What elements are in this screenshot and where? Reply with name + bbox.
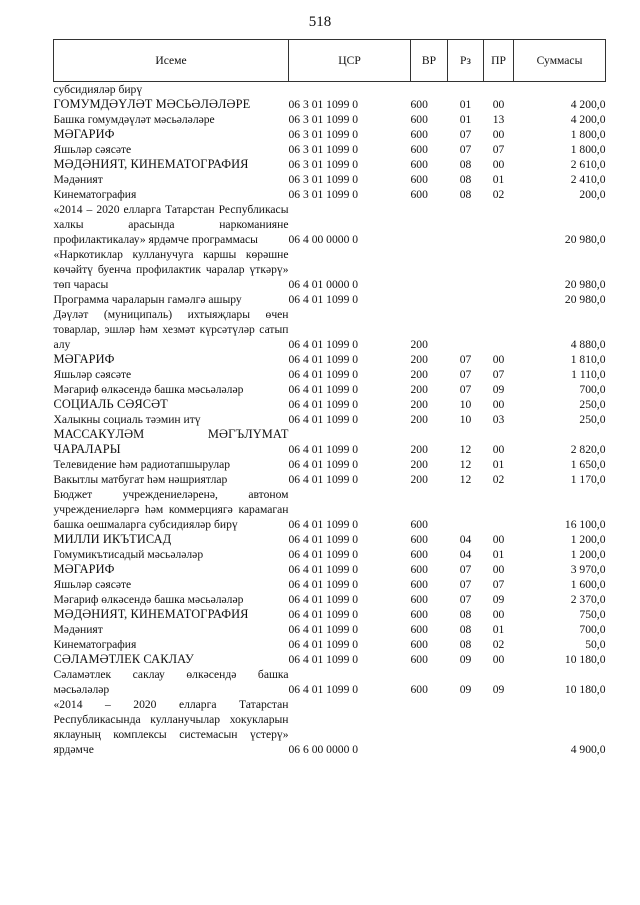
cell-name: «Наркотиклар кулланучуга каршы көрәшне көчәйтү буенча профилактик чаралар үткәрү» төп чарасы <box>53 248 289 291</box>
cell-vr: 200 <box>410 383 428 396</box>
cell-sum: 4 880,0 <box>570 338 606 351</box>
page-number: 518 <box>308 14 332 30</box>
cell-vr: 200 <box>410 443 428 456</box>
cell-name: Сәламәтлек саклау өлкәсендә башка мәсьәләләр <box>53 668 289 696</box>
cell-name: МӘДӘНИЯТ, КИНЕМАТОГРАФИЯ <box>53 607 249 621</box>
cell-pr: 00 <box>492 353 505 366</box>
cell-pr <box>484 292 514 307</box>
table-row <box>54 592 606 607</box>
cell-csr: 06 4 01 1099 0 <box>288 518 359 531</box>
cell-csr: 06 4 01 1099 0 <box>288 578 359 591</box>
table-row <box>54 637 606 652</box>
cell-name: Кинематография <box>53 638 137 651</box>
cell-name: МӘГАРИФ <box>53 562 115 576</box>
cell-csr: 06 3 01 1099 0 <box>288 188 359 201</box>
cell-csr: 06 3 01 1099 0 <box>288 143 359 156</box>
table-row <box>54 382 606 397</box>
cell-sum: 2 370,0 <box>570 593 606 606</box>
cell-sum: 1 600,0 <box>570 578 606 591</box>
cell-pr <box>484 307 514 352</box>
cell-sum: 2 610,0 <box>570 158 606 171</box>
cell-rz: 08 <box>459 638 472 651</box>
cell-csr: 06 4 01 1099 0 <box>288 638 359 651</box>
cell-vr: 600 <box>410 113 428 126</box>
cell-csr: 06 4 01 1099 0 <box>288 593 359 606</box>
cell-sum: 1 200,0 <box>570 548 606 561</box>
cell-name: Башка гомумдәүләт мәсьәләләре <box>53 113 215 126</box>
cell-rz: 07 <box>459 353 472 366</box>
cell-rz: 08 <box>459 158 472 171</box>
cell-name: МӘГАРИФ <box>53 352 115 366</box>
cell-csr <box>289 82 411 98</box>
cell-rz: 08 <box>459 608 472 621</box>
table-row <box>54 472 606 487</box>
cell-sum: 750,0 <box>579 608 606 621</box>
table-row <box>54 112 606 127</box>
cell-vr <box>411 202 448 247</box>
cell-rz: 07 <box>459 368 472 381</box>
cell-pr: 00 <box>492 443 505 456</box>
cell-vr: 200 <box>410 458 428 471</box>
cell-csr: 06 4 01 1099 0 <box>288 338 359 351</box>
cell-sum: 200,0 <box>579 188 606 201</box>
table-row <box>54 307 606 352</box>
budget-table <box>53 39 606 757</box>
cell-rz: 08 <box>459 623 472 636</box>
table-row <box>54 697 606 757</box>
cell-name: Программа чараларын гамәлгә ашыру <box>53 293 242 306</box>
cell-pr: 01 <box>492 173 505 186</box>
cell-sum: 1 200,0 <box>570 533 606 546</box>
table-row <box>54 487 606 532</box>
cell-name: МӘДӘНИЯТ, КИНЕМАТОГРАФИЯ <box>53 157 249 171</box>
header-name: Исеме <box>54 40 289 82</box>
cell-csr: 06 4 01 0000 0 <box>288 278 359 291</box>
cell-rz: 08 <box>459 173 472 186</box>
cell-pr: 07 <box>492 578 505 591</box>
cell-sum: 16 100,0 <box>564 518 606 531</box>
cell-rz <box>448 307 484 352</box>
cell-csr: 06 6 00 0000 0 <box>288 743 359 756</box>
cell-name: МИЛЛИ ИКЪТИСАД <box>53 532 172 546</box>
table-row <box>54 202 606 247</box>
table-row <box>54 562 606 577</box>
cell-rz: 12 <box>459 443 472 456</box>
cell-sum: 1 800,0 <box>570 143 606 156</box>
cell-pr: 01 <box>492 458 505 471</box>
cell-rz: 01 <box>459 98 472 111</box>
cell-vr: 600 <box>410 593 428 606</box>
cell-name: Дәүләт (муниципаль) ихтыяҗлары өчен товарлар, эшләр һәм хезмәт күрсәтүләр сатып алу <box>53 308 289 351</box>
cell-vr: 600 <box>410 143 428 156</box>
cell-rz: 07 <box>459 128 472 141</box>
table-row <box>54 622 606 637</box>
cell-vr: 200 <box>410 368 428 381</box>
cell-pr: 00 <box>492 158 505 171</box>
table-row <box>54 142 606 157</box>
table-row <box>54 127 606 142</box>
table-row <box>54 427 606 457</box>
cell-vr: 600 <box>410 608 428 621</box>
cell-rz <box>448 247 484 292</box>
cell-csr: 06 4 01 1099 0 <box>288 473 359 486</box>
cell-csr: 06 4 01 1099 0 <box>288 653 359 666</box>
cell-name: Халыкны социаль тәэмин итү <box>53 413 201 426</box>
cell-pr: 00 <box>492 608 505 621</box>
cell-vr: 600 <box>410 578 428 591</box>
cell-name: «2014 – 2020 елларга Татарстан Республикасы халкы арасында наркоманияне профилактикалау» ярдәмче программасы <box>53 203 289 246</box>
table-row <box>54 247 606 292</box>
cell-pr: 00 <box>492 563 505 576</box>
cell-vr: 600 <box>410 173 428 186</box>
cell-pr <box>484 82 514 98</box>
cell-name: Гомумикътисадый мәсьәләләр <box>53 548 204 561</box>
cell-sum: 20 980,0 <box>564 233 606 246</box>
header-rz: Рз <box>448 40 484 82</box>
cell-csr: 06 4 01 1099 0 <box>288 683 359 696</box>
cell-rz: 07 <box>459 578 472 591</box>
cell-vr <box>411 82 448 98</box>
cell-rz <box>448 202 484 247</box>
cell-pr: 01 <box>492 623 505 636</box>
cell-name: Кинематография <box>53 188 137 201</box>
cell-name: Телевидение һәм радиотапшырулар <box>53 458 231 471</box>
cell-pr: 02 <box>492 473 505 486</box>
cell-sum: 50,0 <box>585 638 606 651</box>
cell-pr <box>484 247 514 292</box>
table-header-row <box>54 40 606 82</box>
cell-rz: 04 <box>459 548 472 561</box>
cell-sum: 1 800,0 <box>570 128 606 141</box>
cell-vr: 200 <box>410 398 428 411</box>
table-row <box>54 367 606 382</box>
cell-csr: 06 3 01 1099 0 <box>288 128 359 141</box>
cell-pr: 09 <box>492 683 505 696</box>
cell-vr: 200 <box>410 413 428 426</box>
cell-name: субсидияләр бирү <box>53 83 143 96</box>
cell-sum: 250,0 <box>579 413 606 426</box>
table-row <box>54 547 606 562</box>
cell-pr: 00 <box>492 98 505 111</box>
cell-pr: 03 <box>492 413 505 426</box>
cell-vr: 600 <box>410 563 428 576</box>
cell-pr: 09 <box>492 593 505 606</box>
cell-vr: 600 <box>410 638 428 651</box>
cell-rz: 07 <box>459 383 472 396</box>
cell-rz: 07 <box>459 563 472 576</box>
cell-csr: 06 4 01 1099 0 <box>288 443 359 456</box>
cell-sum: 4 200,0 <box>570 113 606 126</box>
cell-pr: 02 <box>492 188 505 201</box>
cell-csr: 06 4 01 1099 0 <box>288 383 359 396</box>
cell-csr: 06 3 01 1099 0 <box>288 173 359 186</box>
cell-name: СОЦИАЛЬ СӘЯСӘТ <box>53 397 168 411</box>
cell-name: «2014 – 2020 елларга Татарстан Республикасында кулланучылар хокукларын яклауның комплексы системасын үстерү» ярдәмче <box>53 698 289 756</box>
table-row <box>54 532 606 547</box>
cell-rz: 04 <box>459 533 472 546</box>
cell-rz: 07 <box>459 143 472 156</box>
cell-vr: 200 <box>410 353 428 366</box>
cell-rz: 09 <box>459 653 472 666</box>
cell-name: ГОМУМДӘҮЛӘТ МӘСЬӘЛӘЛӘРЕ <box>53 97 251 111</box>
cell-sum: 1 810,0 <box>570 353 606 366</box>
table-row <box>54 412 606 427</box>
header-sum: Суммасы <box>514 40 606 82</box>
cell-sum: 4 200,0 <box>570 98 606 111</box>
cell-vr: 600 <box>410 188 428 201</box>
cell-csr: 06 4 01 1099 0 <box>288 353 359 366</box>
table-row <box>54 352 606 367</box>
cell-rz: 10 <box>459 398 472 411</box>
cell-csr: 06 4 01 1099 0 <box>288 458 359 471</box>
cell-rz: 12 <box>459 473 472 486</box>
cell-sum <box>514 82 606 98</box>
table-row <box>54 397 606 412</box>
cell-rz: 01 <box>459 113 472 126</box>
cell-name: Яшьләр сәясәте <box>53 578 132 591</box>
table-row <box>54 157 606 172</box>
cell-pr: 00 <box>492 128 505 141</box>
table-row <box>54 172 606 187</box>
cell-name: Мәдәният <box>53 173 103 186</box>
cell-sum: 700,0 <box>579 623 606 636</box>
cell-pr: 07 <box>492 143 505 156</box>
cell-name: Яшьләр сәясәте <box>53 368 132 381</box>
cell-sum: 2 410,0 <box>570 173 606 186</box>
cell-csr: 06 4 01 1099 0 <box>288 413 359 426</box>
table-row <box>54 607 606 622</box>
cell-csr: 06 4 01 1099 0 <box>288 608 359 621</box>
table-row <box>54 97 606 112</box>
cell-vr <box>411 247 448 292</box>
cell-sum: 700,0 <box>579 383 606 396</box>
cell-name: Мәгариф өлкәсендә башка мәсьәләләр <box>53 383 244 396</box>
cell-rz <box>448 82 484 98</box>
cell-pr: 09 <box>492 383 505 396</box>
table-row <box>54 667 606 697</box>
cell-sum: 20 980,0 <box>564 293 606 306</box>
cell-csr: 06 4 01 1099 0 <box>288 368 359 381</box>
cell-sum: 1 110,0 <box>571 368 606 381</box>
cell-name: Вакытлы матбугат һәм нәшриятлар <box>53 473 228 486</box>
cell-rz: 07 <box>459 593 472 606</box>
cell-csr: 06 3 01 1099 0 <box>288 98 359 111</box>
cell-csr: 06 4 01 1099 0 <box>288 293 359 306</box>
cell-rz: 10 <box>459 413 472 426</box>
cell-csr: 06 3 01 1099 0 <box>288 113 359 126</box>
cell-name: Мәдәният <box>53 623 103 636</box>
cell-pr: 00 <box>492 533 505 546</box>
header-csr: ЦСР <box>289 40 411 82</box>
cell-sum: 3 970,0 <box>570 563 606 576</box>
table-row <box>54 652 606 667</box>
cell-sum: 1 170,0 <box>570 473 606 486</box>
cell-name: Яшьләр сәясәте <box>53 143 132 156</box>
table-row <box>54 577 606 592</box>
cell-vr <box>411 697 448 757</box>
cell-pr <box>484 487 514 532</box>
cell-sum: 10 180,0 <box>564 683 606 696</box>
cell-vr: 600 <box>410 98 428 111</box>
cell-name: СӘЛАМӘТЛЕК САКЛАУ <box>53 652 194 666</box>
cell-csr: 06 4 01 1099 0 <box>288 533 359 546</box>
cell-sum: 2 820,0 <box>570 443 606 456</box>
cell-pr: 00 <box>492 653 505 666</box>
cell-csr: 06 4 01 1099 0 <box>288 548 359 561</box>
table-row <box>54 457 606 472</box>
cell-pr <box>484 202 514 247</box>
cell-sum: 10 180,0 <box>564 653 606 666</box>
cell-vr: 600 <box>410 158 428 171</box>
table-row <box>54 292 606 307</box>
cell-rz: 09 <box>459 683 472 696</box>
cell-pr: 02 <box>492 638 505 651</box>
cell-sum: 250,0 <box>579 398 606 411</box>
cell-vr: 200 <box>410 338 428 351</box>
cell-vr: 600 <box>410 653 428 666</box>
cell-csr: 06 4 00 0000 0 <box>288 233 359 246</box>
cell-rz <box>448 697 484 757</box>
cell-rz: 12 <box>459 458 472 471</box>
cell-vr: 200 <box>410 473 428 486</box>
table-row <box>54 82 606 98</box>
cell-vr: 600 <box>410 518 428 531</box>
cell-rz <box>448 487 484 532</box>
cell-pr: 07 <box>492 368 505 381</box>
cell-vr <box>411 292 448 307</box>
cell-csr: 06 4 01 1099 0 <box>288 623 359 636</box>
table-row <box>54 187 606 202</box>
cell-name: МАССАКҮЛӘМ МӘГЪЛҮМАТ ЧАРАЛАРЫ <box>53 427 289 456</box>
header-pr: ПР <box>484 40 514 82</box>
cell-name: МӘГАРИФ <box>53 127 115 141</box>
cell-name: Мәгариф өлкәсендә башка мәсьәләләр <box>53 593 244 606</box>
header-vr: ВР <box>411 40 448 82</box>
cell-vr: 600 <box>410 623 428 636</box>
cell-sum: 1 650,0 <box>570 458 606 471</box>
cell-csr: 06 3 01 1099 0 <box>288 158 359 171</box>
cell-pr <box>484 697 514 757</box>
cell-pr: 13 <box>492 113 505 126</box>
cell-sum: 4 900,0 <box>570 743 606 756</box>
cell-rz: 08 <box>459 188 472 201</box>
cell-vr: 600 <box>410 548 428 561</box>
cell-pr: 00 <box>492 398 505 411</box>
cell-name: Бюджет учреждениеләренә, автоном учреждениеләргә һәм коммерциягә карамаган башка оешмаларга субсидияләр бирү <box>53 488 289 531</box>
cell-csr: 06 4 01 1099 0 <box>288 398 359 411</box>
cell-vr: 600 <box>410 533 428 546</box>
cell-vr: 600 <box>410 683 428 696</box>
cell-vr: 600 <box>410 128 428 141</box>
cell-rz <box>448 292 484 307</box>
cell-csr: 06 4 01 1099 0 <box>288 563 359 576</box>
table-body <box>54 82 606 758</box>
cell-pr: 01 <box>492 548 505 561</box>
cell-sum: 20 980,0 <box>564 278 606 291</box>
